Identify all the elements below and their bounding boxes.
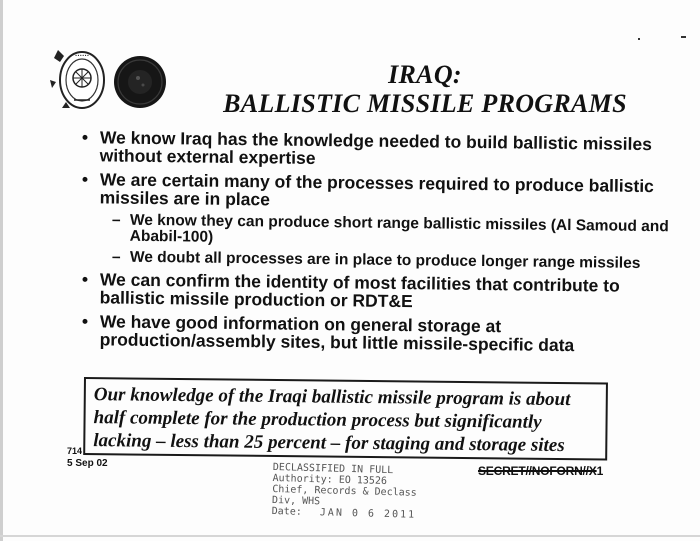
bullet-item — [72, 170, 672, 213]
classification-suffix: 1 — [596, 464, 604, 478]
bullet-marker: • — [81, 127, 89, 148]
sub-bullet-marker: – — [111, 248, 121, 266]
svg-text:••••••: •••••• — [74, 53, 90, 58]
sub-bullet-text: We know they can produce short range ballistic missiles (Al Samoud and Ababil-100) — [129, 211, 669, 246]
sub-bullet-text: We doubt all processes are in place to produce longer range missiles — [129, 248, 641, 272]
sub-bullet-marker: – — [111, 211, 121, 229]
declassification-stamp — [272, 462, 433, 521]
scan-edge-left — [0, 0, 3, 541]
bullet-marker: • — [81, 169, 89, 190]
bullet-list — [72, 128, 672, 354]
bullet-text: We can confirm the identity of most facilities that contribute to ballistic missile production or RDT&E — [99, 269, 620, 312]
stamp-line-3: Chief, Records & Declass Div, WHS — [271, 483, 417, 508]
bullet-text: We have good information on general storage at production/assembly sites, but little missile-specific data — [99, 311, 575, 356]
stamp-date-value: JAN 0 6 2011 — [319, 507, 417, 521]
classification-marking — [478, 464, 603, 478]
title-line-2: BALLISTIC MISSILE PROGRAMS — [223, 89, 627, 118]
scan-edge-bottom — [0, 535, 700, 537]
struck-classification: SECRET//NOFORN//X — [478, 464, 597, 478]
sub-bullet-item — [72, 212, 672, 251]
sub-bullet-item — [72, 249, 672, 272]
title-line-1: IRAQ: — [388, 60, 462, 89]
bullet-text: We are certain many of the processes required to produce ballistic missiles are in place — [99, 169, 654, 210]
stamp-line-1: DECLASSIFIED IN FULL — [272, 462, 394, 477]
slide-title — [200, 60, 650, 118]
bullet-item — [72, 128, 672, 171]
scan-speck — [681, 36, 686, 38]
stamp-date-label: Date: — [271, 505, 302, 518]
bullet-item — [72, 270, 672, 313]
round-dark-seal-icon — [114, 56, 166, 108]
oval-seal-icon — [50, 50, 104, 108]
bullet-marker: • — [81, 311, 89, 332]
key-judgment-box: Our knowledge of the Iraqi ballistic missile program is about half complete for the production process but significantly lacking – less than 25 percent – for staging and storage sites — [83, 377, 608, 460]
scan-speck — [638, 38, 640, 40]
bullet-marker: • — [81, 269, 89, 290]
slide-date: 5 Sep 02 — [67, 458, 108, 469]
page-number: 714 — [67, 446, 83, 456]
bullet-text: We know Iraq has the knowledge needed to build ballistic missiles without external expertise — [99, 127, 653, 168]
stamp-line-2: Authority: EO 13526 — [272, 472, 388, 487]
bullet-item — [72, 312, 672, 355]
seals-group — [42, 42, 192, 122]
